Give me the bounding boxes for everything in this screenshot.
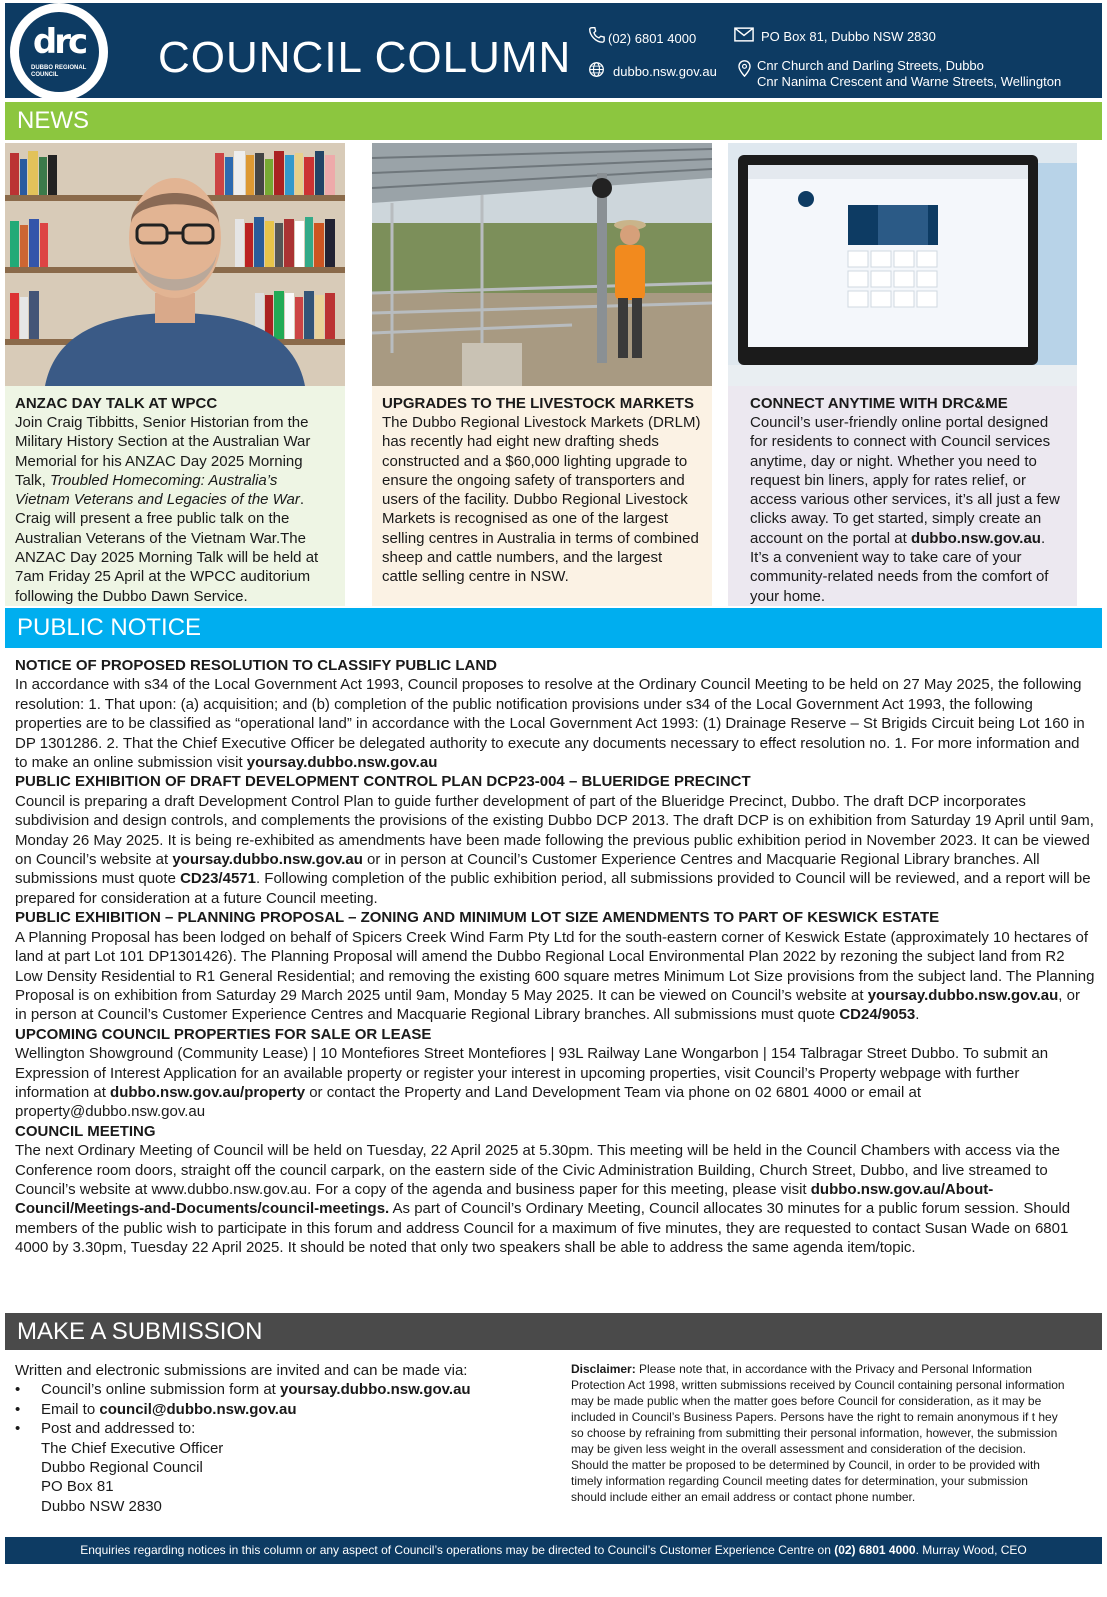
address-dubbo: Cnr Church and Darling Streets, Dubbo	[757, 58, 984, 73]
portal-monitor-photo	[728, 143, 1077, 386]
location-pin-icon	[736, 60, 753, 77]
yoursay-link[interactable]: yoursay.dubbo.nsw.gov.au	[172, 851, 363, 869]
drcme-article-body: Council’s user-friendly online portal designed for residents to connect with Council services anytime, day or night. Whether you need to request bin liners, apply for rates relief, or access various other services, it’s all just a few clicks away. To get started, simply create an account on the portal at dubbo.nsw.gov.au. It’s a convenient way to take care of your community-related needs from the comfort of your home.	[750, 414, 1060, 605]
list-item: • Email to council@dubbo.nsw.gov.au	[15, 1400, 535, 1419]
notice-meeting-body: The next Ordinary Meeting of Council will be held on Tuesday, 22 April 2025 at 5.30pm. This meeting will be held in the Council Chambers with access via the Conference room doors, straight off the council carpark, on the eastern side of the Civic Administration Building, Church Street, Dubbo, and live streamed to Council’s website at www.dubbo.nsw.gov.au. For a copy of the agenda and business paper for this meeting, please visit dubbo.nsw.gov.au/About-Council/Meetings-and-Documents/council-meetings. As part of Council’s Ordinary Meeting, Council allocates 30 minutes for a public forum session. Should members of the public wish to participate in this forum and address Council for a maximum of five minutes, they are requested to contact Susan Wade on 6801 4000 by 3.30pm, Tuesday 22 April 2025. It should be noted that only two speakers shall be able to address the same agenda item/topic.	[15, 1142, 1071, 1257]
submission-list	[15, 1380, 535, 1438]
dcp-reference: CD23/4571	[180, 870, 256, 888]
globe-icon	[588, 61, 605, 78]
anzac-article-body: Join Craig Tibbitts, Senior Historian from the Military History Section at the Australian War Memorial for his ANZAC Day 2025 Morning Talk, Troubled Homecoming: Australia’s Vietnam Veterans and Legacies of the War. Craig will present a free public talk on the Australian Veterans of the Vietnam War.The ANZAC Day 2025 Morning Talk will be held at 7am Friday 25 April at the WPCC auditorium following the Dubbo Dawn Service.	[15, 414, 319, 605]
postal-address-block: The Chief Executive Officer Dubbo Regional Council PO Box 81 Dubbo NSW 2830	[41, 1439, 224, 1515]
website-link[interactable]: dubbo.nsw.gov.au	[613, 64, 717, 79]
livestock-article-title: UPGRADES TO THE LIVESTOCK MARKETS	[382, 395, 694, 412]
yoursay-link[interactable]: yoursay.dubbo.nsw.gov.au	[246, 754, 438, 772]
livestock-markets-photo	[372, 143, 712, 386]
drcme-article-title: CONNECT ANYTIME WITH DRC&ME	[750, 395, 1008, 412]
phone-number[interactable]: (02) 6801 4000	[608, 31, 697, 46]
notice-dcp-body: Council is preparing a draft Development Control Plan to guide further development of part of the Blueridge Precinct, Dubbo. The draft DCP incorporates subdivision and design controls, and complements the provisions of the existing Dubbo DCP 2013. The draft DCP is on exhibition from Saturday 19 April until 9am, Monday 26 May 2025. It is being re-exhibited as amendments have been made following the previous public exhibition period in November 2023. It can be viewed on Council’s website at yoursay.dubbo.nsw.gov.au or in person at Council’s Customer Experience Centres and Macquarie Regional Library branches. All submissions must quote CD23/4571. Following completion of the public exhibition period, all submissions provided to Council will be reviewed, and a report will be prepared for consideration at a future Council meeting.	[15, 792, 1094, 907]
news-heading: NEWS	[5, 102, 1102, 140]
property-link[interactable]: dubbo.nsw.gov.au/property	[110, 1083, 306, 1101]
postal-address: PO Box 81, Dubbo NSW 2830	[761, 29, 936, 44]
notice-meeting-title: COUNCIL MEETING	[15, 1122, 156, 1140]
notice-dcp-title: PUBLIC EXHIBITION OF DRAFT DEVELOPMENT CONTROL PLAN DCP23-004 – BLUERIDGE PRECINCT	[15, 773, 751, 791]
notice-keswick-title: PUBLIC EXHIBITION – PLANNING PROPOSAL – ZONING AND MINIMUM LOT SIZE AMENDMENTS TO PART OF KESWICK ESTATE	[15, 909, 940, 927]
footer-phone[interactable]: (02) 6801 4000	[834, 1543, 916, 1557]
footer: Enquiries regarding notices in this column or any aspect of Council’s operations may be directed to Council’s Customer Experience Centre on (02) 6801 4000. Murray Wood, CEO	[5, 1537, 1102, 1564]
mail-icon	[734, 26, 754, 43]
news-article-livestock	[372, 143, 712, 606]
submission-methods	[15, 1361, 535, 1516]
council-logo	[10, 3, 108, 101]
notice-properties-body: Wellington Showground (Community Lease) | 10 Montefiores Street Montefiores | 93L Railway Lane Wongarbon | 154 Talbragar Street Dubbo. To submit an Expression of Interest Application for an available property or register your interest in upcoming properties, visit Council’s Property webpage with further information at dubbo.nsw.gov.au/property or contact the Property and Land Development Team via phone on 02 6801 4000 or email at property@dubbo.nsw.gov.au	[15, 1045, 1049, 1121]
anzac-article-text	[5, 386, 345, 606]
historian-photo	[5, 143, 345, 386]
council-email-link[interactable]: council@dubbo.nsw.gov.au	[99, 1400, 297, 1418]
public-notice-heading: PUBLIC NOTICE	[5, 608, 1102, 648]
submission-form-link[interactable]: yoursay.dubbo.nsw.gov.au	[280, 1381, 471, 1399]
make-submission-heading: MAKE A SUBMISSION	[5, 1313, 1102, 1350]
notice-keswick-body: A Planning Proposal has been lodged on behalf of Spicers Creek Wind Farm Pty Ltd for the south-eastern corner of Keswick Estate (approximately 10 hectares of land at part Lot 101 DP1301426). The Planning Proposal will amend the Dubbo Regional Local Environmental Plan 2022 by rezoning the subject land from R2 Low Density Residential to R1 General Residential; and removing the existing 600 square metres Minimum Lot Size provisions from the subject land. The Planning Proposal is on exhibition from Saturday 29 March 2025 until 9am, Monday 5 May 2025. It can be viewed on Council’s website at yoursay.dubbo.nsw.gov.au, or in person at Council’s Customer Experience Centres and Macquarie Regional Library branches. All submissions must quote CD24/9053.	[15, 928, 1095, 1024]
header	[5, 3, 1102, 98]
anzac-article-title: ANZAC DAY TALK AT WPCC	[15, 395, 218, 412]
yoursay-link[interactable]: yoursay.dubbo.nsw.gov.au	[867, 986, 1059, 1004]
drcme-article-text	[728, 386, 1077, 606]
meetings-link[interactable]: dubbo.nsw.gov.au/About-Council/Meetings-and-Documents/council-meetings.	[15, 1180, 994, 1218]
logo-org-name: DUBBO REGIONAL COUNCIL	[31, 65, 87, 78]
notice-properties-title: UPCOMING COUNCIL PROPERTIES FOR SALE OR LEASE	[15, 1025, 432, 1043]
logo-mark: drc	[32, 22, 86, 62]
keswick-reference: CD24/9053	[839, 1006, 916, 1024]
news-article-anzac	[5, 143, 345, 606]
notice-classify-land-body: In accordance with s34 of the Local Government Act 1993, Council proposes to resolve at the Ordinary Council Meeting to be held on 27 May 2025, the following resolution: 1. That upon: (a) acquisition; and (b) completion of the public notification provisions under s34 of the Local Government Act 1993, the following properties are to be classified as “operational land” in accordance with the Local Government Act 1993: (1) Drainage Reserve – St Brigids Circuit being Lot 160 in DP 1301286. 2. That the Chief Executive Officer be delegated authority to execute any documents necessary to effect resolution no. 1. For more information and to make an online submission visit yoursay.dubbo.nsw.gov.au	[15, 676, 1085, 772]
phone-icon	[588, 26, 605, 43]
livestock-article-text	[372, 386, 712, 606]
news-article-drcme	[728, 143, 1077, 606]
submission-intro: Written and electronic submissions are invited and can be made via:	[15, 1362, 468, 1379]
livestock-article-body: The Dubbo Regional Livestock Markets (DRLM) has recently had eight new drafting sheds constructed and a $60,000 lighting upgrade to ensure the ongoing safety of transporters and users of the facility. Dubbo Regional Livestock Markets is recognised as one of the largest selling centres in Australia in terms of combined sheep and cattle numbers, and the largest cattle selling centre in NSW.	[382, 414, 701, 586]
page-title: COUNCIL COLUMN	[158, 33, 572, 82]
list-item: • Post and addressed to:	[15, 1419, 535, 1438]
disclaimer: Disclaimer: Please note that, in accordance with the Privacy and Personal Information Protection Act 1998, written submissions received by Council containing personal information may be made public when the matter goes before Council for consideration, as it may be included in Council’s Business Papers. Persons have the right to remain anonymous if t hey so choose by refraining from submitting their personal information, however, the submission may be given less weight in the overall assessment and consideration of the decision. Should the matter be proposed to be determined by Council, in order to be provided with timely information regarding Council meeting dates for determination, your submission should include either an email address or contact phone number.	[571, 1362, 1065, 1504]
address-wellington: Cnr Nanima Crescent and Warne Streets, Wellington	[757, 74, 1062, 89]
list-item: • Council’s online submission form at yoursay.dubbo.nsw.gov.au	[15, 1380, 535, 1399]
public-notices	[15, 656, 1095, 1258]
notice-classify-land-title: NOTICE OF PROPOSED RESOLUTION TO CLASSIFY PUBLIC LAND	[15, 657, 497, 674]
portal-link[interactable]: dubbo.nsw.gov.au	[910, 529, 1041, 547]
